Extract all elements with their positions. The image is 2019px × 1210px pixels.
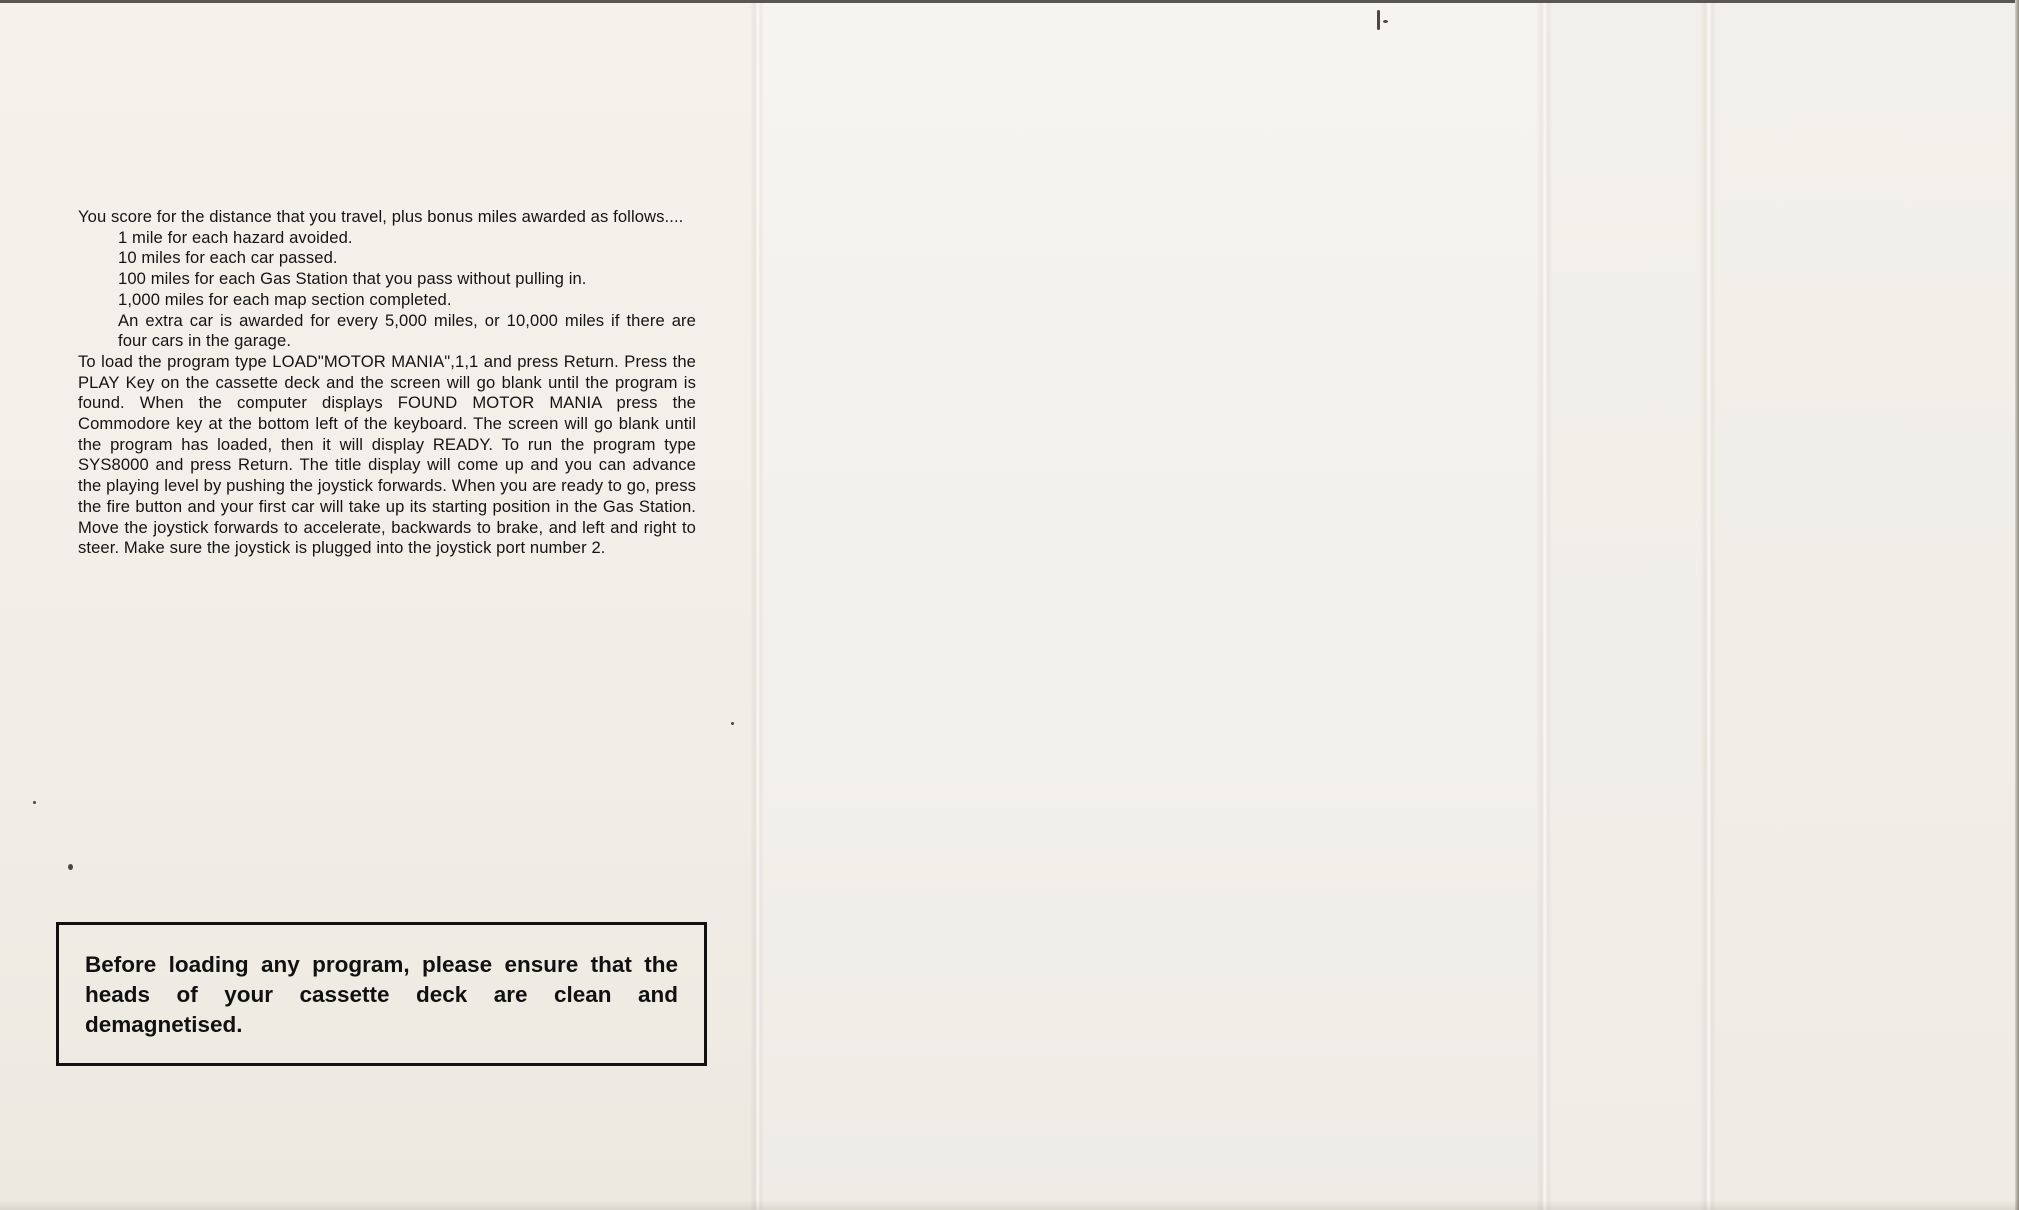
paper-speck	[68, 864, 73, 870]
scoring-item: 1,000 miles for each map section completed.	[118, 289, 452, 309]
scoring-item: 10 miles for each car passed.	[118, 248, 338, 268]
scoring-list	[78, 228, 696, 352]
scoring-item: 100 miles for each Gas Station that you pass without pulling in.	[118, 269, 587, 289]
game-instructions	[78, 207, 696, 559]
paper-speck	[1377, 10, 1380, 30]
loading-instructions: To load the program type LOAD"MOTOR MANIA",1,1 and press Return. Press the PLAY Key on the cassette deck and the screen will go blank until the program is found. When the computer displays FOUND MOTOR MANIA press the Commodore key at the bottom left of the keyboard. The screen will go blank until the program has loaded, then it will display READY. To run the program type SYS8000 and press Return. The title display will come up and you can advance the playing level by pushing the joystick forwards. When you are ready to go, press the fire button and your first car will take up its starting position in the Gas Station. Move the joystick forwards to accelerate, backwards to brake, and left and right to steer. Make sure the joystick is plugged into the joystick port number 2.	[78, 351, 696, 558]
sheet-top-edge	[0, 0, 2019, 3]
fold-crease	[1536, 0, 1552, 1210]
middle-panel-blank	[757, 0, 1543, 1210]
flap-panel-blank	[1709, 0, 2019, 1210]
sheet-right-edge	[2015, 0, 2019, 1210]
paper-speck	[731, 722, 734, 725]
paper-speck	[33, 801, 36, 804]
sheet-bottom-shade	[0, 1200, 2019, 1210]
paper-speck	[1383, 20, 1388, 23]
cassette-notice-text: Before loading any program, please ensure that the heads of your cassette deck are clean and demagnetised.	[85, 952, 678, 1037]
fold-crease	[750, 0, 764, 1210]
scoring-item: An extra car is awarded for every 5,000 miles, or 10,000 miles if there are four cars in the garage.	[118, 310, 696, 351]
spine-panel-blank	[1543, 0, 1709, 1210]
cassette-notice-box	[56, 922, 707, 1066]
fold-crease	[1700, 0, 1716, 1210]
scoring-item: 1 mile for each hazard avoided.	[118, 227, 353, 247]
scoring-intro: You score for the distance that you travel, plus bonus miles awarded as follows....	[78, 207, 684, 226]
